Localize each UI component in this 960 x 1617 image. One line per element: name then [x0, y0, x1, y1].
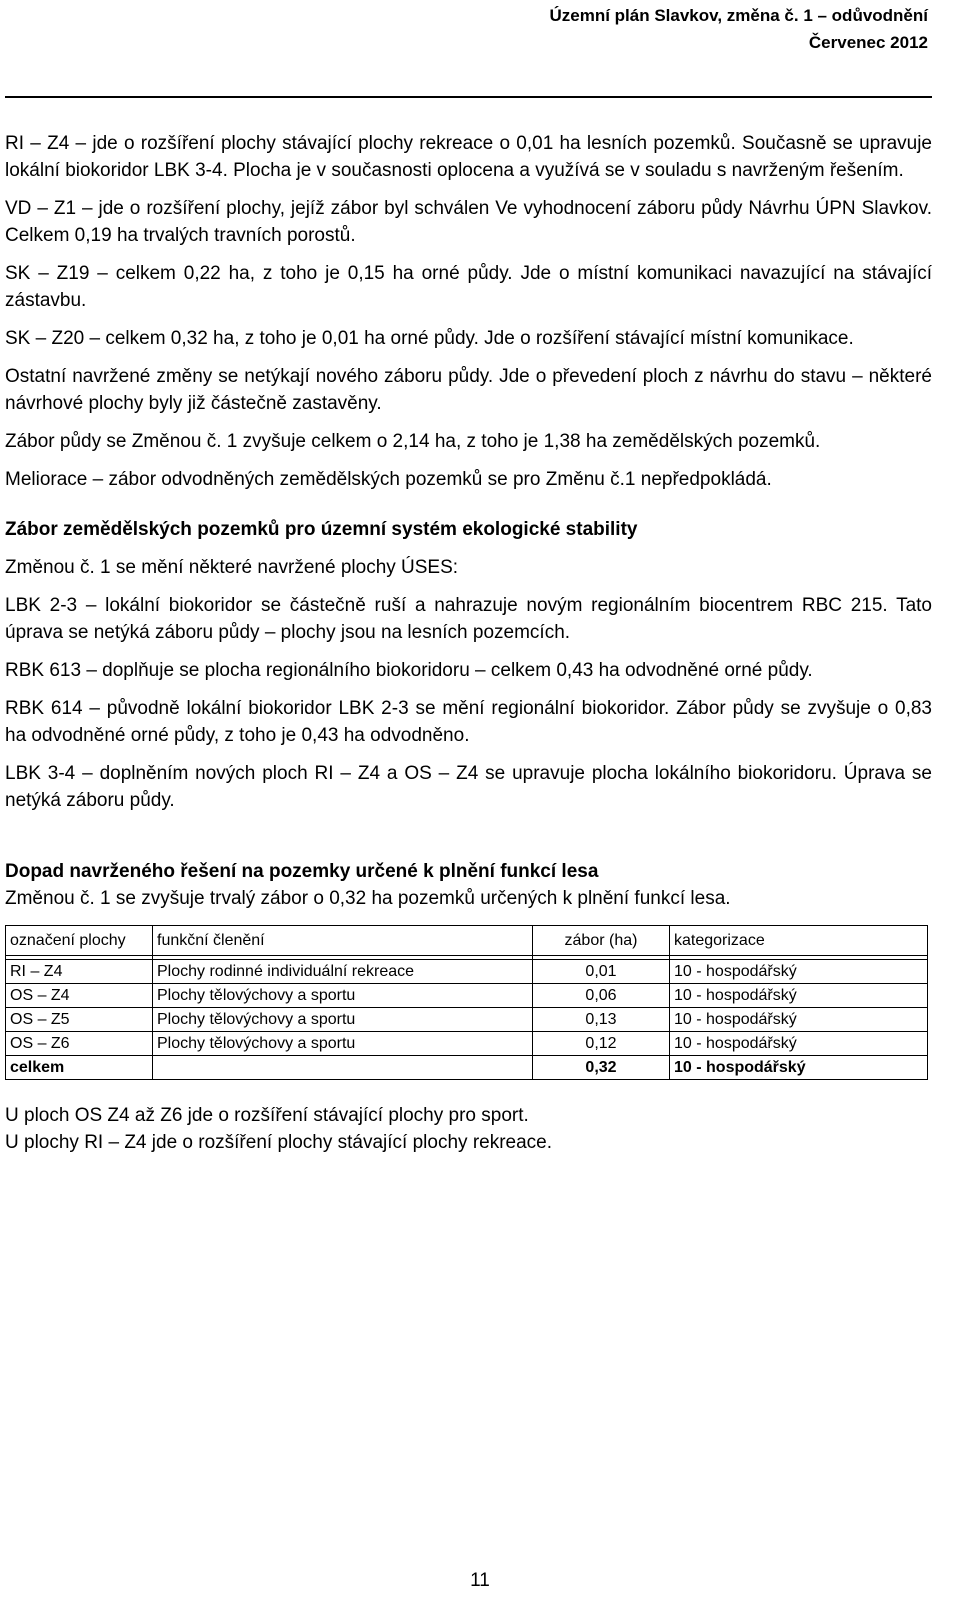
table-cell: celkem — [6, 1056, 153, 1080]
header-cell: funkční členění — [153, 926, 533, 956]
uses-heading: Zábor zemědělských pozemků pro územní systém ekologické stability — [5, 519, 638, 540]
table-cell: 10 - hospodářský — [670, 1056, 928, 1080]
table-cell — [153, 1056, 533, 1080]
page-content — [5, 130, 932, 1156]
table-row — [6, 984, 928, 1008]
table-cell: Plochy tělovýchovy a sportu — [153, 984, 533, 1008]
forest-heading: Dopad navrženého řešení na pozemky určené k plnění funkcí lesa — [5, 861, 599, 882]
table-header-row — [6, 926, 928, 956]
table-cell: 0,13 — [533, 1008, 670, 1032]
table-row — [6, 1032, 928, 1056]
table-cell: 0,01 — [533, 960, 670, 984]
table-cell: 10 - hospodářský — [670, 1008, 928, 1032]
table-cell: OS – Z6 — [6, 1032, 153, 1056]
uses-rbk-613: RBK 613 – doplňuje se plocha regionálního biokoridoru – celkem 0,43 ha odvodněné orné půdy. — [5, 660, 813, 681]
paragraph-other-changes: Ostatní navržené změny se netýkají nového záboru půdy. Jde o převedení ploch z návrhu do stavu – některé návrhové plochy byly již částečně zastavěny. — [5, 366, 932, 414]
table-cell: 0,06 — [533, 984, 670, 1008]
page-header — [549, 2, 928, 56]
header-rule — [5, 96, 932, 98]
header-cell: označení plochy — [6, 926, 153, 956]
forest-intro: Změnou č. 1 se zvyšuje trvalý zábor o 0,32 ha pozemků určených k plnění funkcí lesa. — [5, 888, 731, 909]
table-cell: 10 - hospodářský — [670, 1032, 928, 1056]
table-cell: 10 - hospodářský — [670, 960, 928, 984]
table-cell: 0,12 — [533, 1032, 670, 1056]
uses-intro: Změnou č. 1 se mění některé navržené plochy ÚSES: — [5, 557, 459, 578]
table-cell: Plochy rodinné individuální rekreace — [153, 960, 533, 984]
paragraph-vd-z1: VD – Z1 – jde o rozšíření plochy, jejíž zábor byl schválen Ve vyhodnocení záboru půdy Návrhu ÚPN Slavkov. Celkem 0,19 ha trvalých travních porostů. — [5, 198, 932, 246]
uses-lbk-2-3: LBK 2-3 – lokální biokoridor se částečně ruší a nahrazuje novým regionálním biocentrem RBC 215. Tato úprava se netýká záboru půdy – plochy jsou na lesních pozemcích. — [5, 595, 932, 643]
table-cell: OS – Z4 — [6, 984, 153, 1008]
table-row — [6, 960, 928, 984]
table-cell: OS – Z5 — [6, 1008, 153, 1032]
table-cell: RI – Z4 — [6, 960, 153, 984]
table-total-row — [6, 1056, 928, 1080]
document-title: Územní plán Slavkov, změna č. 1 – odůvodnění — [549, 6, 928, 25]
paragraph-total-take: Zábor půdy se Změnou č. 1 zvyšuje celkem o 2,14 ha, z toho je 1,38 ha zemědělských pozemků. — [5, 431, 821, 452]
uses-lbk-3-4: LBK 3-4 – doplněním nových ploch RI – Z4 a OS – Z4 se upravuje plocha lokálního biokoridoru. Úprava se netýká záboru půdy. — [5, 763, 932, 811]
header-cell: zábor (ha) — [533, 926, 670, 956]
table-cell: Plochy tělovýchovy a sportu — [153, 1008, 533, 1032]
uses-rbk-614: RBK 614 – původně lokální biokoridor LBK 2-3 se mění regionální biokoridor. Zábor půdy se zvyšuje o 0,83 ha odvodněné orné půdy, z toho je 0,43 ha odvodněno. — [5, 698, 932, 746]
table-cell: 10 - hospodářský — [670, 984, 928, 1008]
forest-note-recreation: U plochy RI – Z4 jde o rozšíření plochy stávající plochy rekreace. — [5, 1132, 553, 1153]
table-cell: Plochy tělovýchovy a sportu — [153, 1032, 533, 1056]
header-cell: kategorizace — [670, 926, 928, 956]
paragraph-sk-z20: SK – Z20 – celkem 0,32 ha, z toho je 0,01 ha orné půdy. Jde o rozšíření stávající místní komunikace. — [5, 328, 854, 349]
document-date: Červenec 2012 — [808, 33, 928, 52]
paragraph-melioration: Meliorace – zábor odvodněných zemědělských pozemků se pro Změnu č.1 nepředpokládá. — [5, 469, 772, 490]
paragraph-sk-z19: SK – Z19 – celkem 0,22 ha, z toho je 0,15 ha orné půdy. Jde o místní komunikaci navazující na stávající zástavbu. — [5, 263, 932, 311]
page-number: 11 — [470, 1570, 490, 1591]
table-cell: 0,32 — [533, 1056, 670, 1080]
table-row — [6, 1008, 928, 1032]
forest-take-table — [5, 925, 928, 1080]
paragraph-ri-z4: RI – Z4 – jde o rozšíření plochy stávající plochy rekreace o 0,01 ha lesních pozemků. Současně se upravuje lokální biokoridor LBK 3-4. Plocha je v současnosti oplocena a využívá se v souladu s navrženým řešením. — [5, 133, 932, 181]
forest-note-sport: U ploch OS Z4 až Z6 jde o rozšíření stávající plochy pro sport. — [5, 1105, 529, 1126]
